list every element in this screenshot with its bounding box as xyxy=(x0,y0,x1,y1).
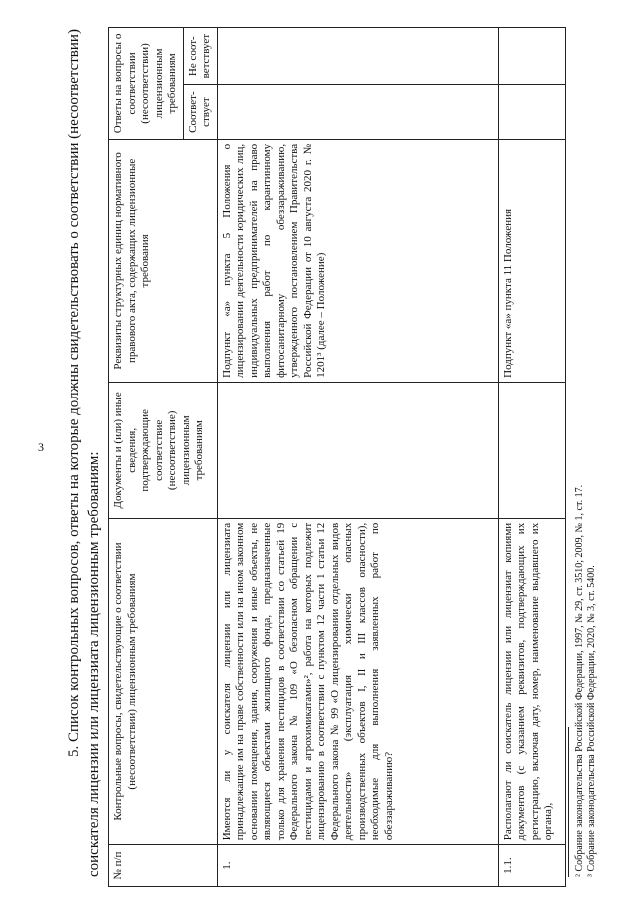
header-answers: Ответы на вопросы о соответствии (несоответствии) лицензионным требованиям xyxy=(109,28,184,140)
row-documents xyxy=(217,382,498,518)
row-requisites: Подпункт «а» пункта 5 Положения о лицензировании деятельности юридических лиц, индивидуальных предпринимателей на право выполнения работ по карантинному фитосанитарному обеззараживанию, утвержденного постановлением Правительства Российской Федерации от 10 августа 2020 г. № 1201³ (далее – Положение) xyxy=(217,139,498,382)
row-not-complies-cell xyxy=(217,28,498,85)
heading-line-2: соискателя лицензии или лицензиата лицензионным требованиям: xyxy=(86,451,102,877)
row-question: Располагают ли соискатель лицензии или лицензиат копиями документов (с указанием реквизитов, подтверждающих их регистрацию, включая дату, номер, наименование выдавшего их органа), xyxy=(498,518,565,844)
footnotes xyxy=(568,17,598,877)
row-number: 1. xyxy=(217,845,498,887)
heading-line-1: 5. Список контрольных вопросов, ответы на которые должны свидетельствовать о соответствии (несоответствии) xyxy=(66,29,82,757)
row-complies-cell xyxy=(498,85,565,140)
row-complies-cell xyxy=(217,85,498,140)
page-number: 3 xyxy=(38,440,44,454)
header-num: № п/п xyxy=(109,845,218,887)
row-number: 1.1. xyxy=(498,845,565,887)
section-heading xyxy=(64,17,104,877)
header-not-complies: Не соот-ветствует xyxy=(183,28,217,85)
header-question: Контрольные вопросы, свидетельствующие о соответствии (несоответствии) лицензионным требованиям xyxy=(109,518,218,844)
row-requisites: Подпункт «а» пункта 11 Положения xyxy=(498,139,565,382)
control-questions-table xyxy=(108,27,566,887)
footnote-2: ² Собрание законодательства Российской Федерации, 1997, № 29, ст. 3510; 2009, № 1, ст. 17. xyxy=(574,484,585,877)
footnote-divider xyxy=(568,727,569,877)
header-documents: Документы и (или) иные сведения, подтверждающие соответствие (несоответствие) лицензионным требованиям xyxy=(109,382,218,518)
header-complies: Соответ-ствует xyxy=(183,85,217,140)
table-header-row xyxy=(109,28,184,887)
table-row xyxy=(217,28,498,887)
table-row xyxy=(498,28,565,887)
row-documents xyxy=(498,382,565,518)
header-requisites: Реквизиты структурных единиц нормативного правового акта, содержащих лицензионные требования xyxy=(109,139,218,382)
row-not-complies-cell xyxy=(498,28,565,85)
footnote-3: ³ Собрание законодательства Российской Федерации, 2020, № 3, ст. 5400. xyxy=(586,565,597,877)
row-question: Имеются ли у соискателя лицензии или лицензиата принадлежащие им на праве собственности или на ином законном основании помещения, здания, сооружения и иные объекты, не являющиеся объектами жилищного фонда, предназначенные только для хранения пестицидов в соответствии со статьей 19 Федерального закона № 109 «О безопасном обращении с пестицидами и агрохимикатами»², работа на которых подлежит лицензированию в соответствии с пунктом 12 части 1 статьи 12 Федерального закона № 99 «О лицензировании отдельных видов деятельности» (эксплуатация химически опасных производственных объектов I, II и III классов опасности), необходимые для выполнения заявленных работ по обеззараживанию? xyxy=(217,518,498,844)
